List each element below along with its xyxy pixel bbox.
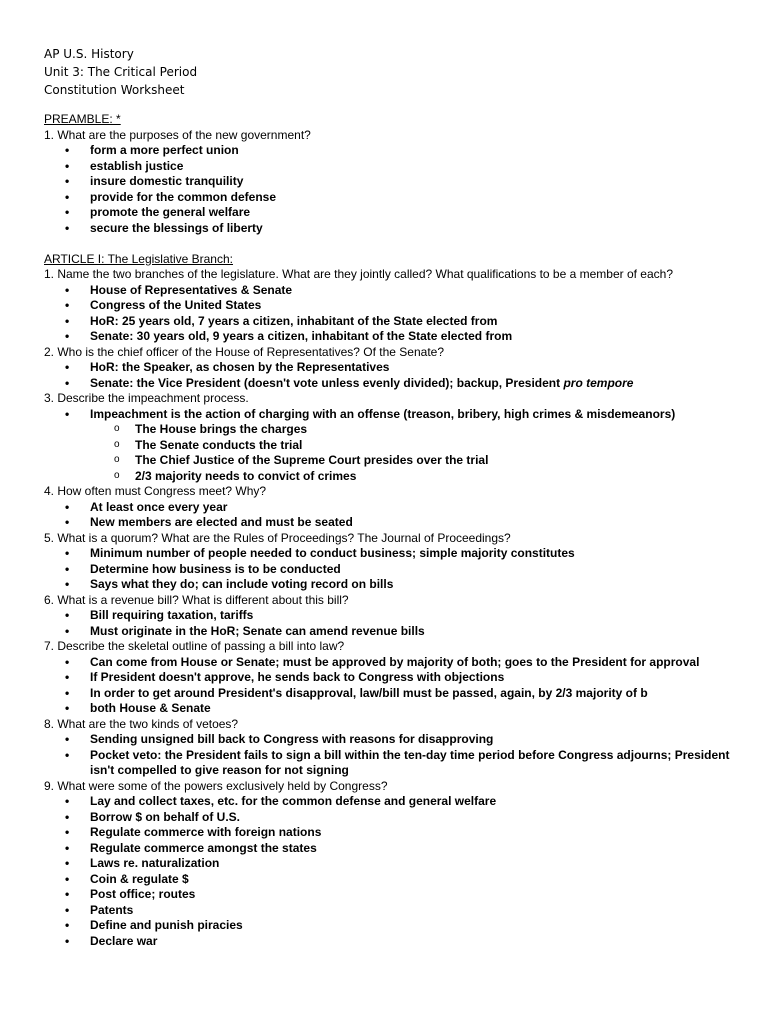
answer-item: • establish justice xyxy=(44,159,754,175)
document-header xyxy=(44,45,197,99)
unit-title: Unit 3: The Critical Period xyxy=(44,65,198,79)
answer-item: • If President doesn't approve, he sends back to Congress with objections xyxy=(44,670,754,686)
question: 1. Name the two branches of the legislature. What are they jointly called? What qualifications to be a member of each? xyxy=(44,267,674,281)
answer-item: • Post office; routes xyxy=(44,887,754,903)
answer-item: • insure domestic tranquility xyxy=(44,174,754,190)
answer-item: • Define and punish piracies xyxy=(44,918,754,934)
answer-item: • secure the blessings of liberty xyxy=(44,221,754,237)
answer-item: • Congress of the United States xyxy=(44,298,754,314)
answer-text: Senate: the Vice President (doesn't vote unless evenly divided); backup, President xyxy=(90,375,561,390)
article-heading: ARTICLE I: The Legislative Branch: xyxy=(44,251,233,266)
answer-item: • Lay and collect taxes, etc. for the common defense and general welfare xyxy=(44,794,754,810)
answer-item: • House of Representatives & Senate xyxy=(44,283,754,299)
answer-item: • Can come from House or Senate; must be approved by majority of both; goes to the President for approval xyxy=(44,655,754,671)
answer-item: • Minimum number of people needed to conduct business; simple majority constitutes xyxy=(44,546,754,562)
answer-item: • form a more perfect union xyxy=(44,143,754,159)
answer-item: • Coin & regulate $ xyxy=(44,872,754,888)
answer-item xyxy=(44,376,754,392)
answer-item: • Regulate commerce amongst the states xyxy=(44,841,754,857)
answer-item: • Bill requiring taxation, tariffs xyxy=(44,608,754,624)
answer-item: • HoR: the Speaker, as chosen by the Representatives xyxy=(44,360,754,376)
question: 9. What were some of the powers exclusively held by Congress? xyxy=(44,778,388,793)
spacer xyxy=(44,236,754,252)
question: 6. What is a revenue bill? What is different about this bill? xyxy=(44,592,349,607)
answer-item: • provide for the common defense xyxy=(44,190,754,206)
answer-item: • promote the general welfare xyxy=(44,205,754,221)
question: 1. What are the purposes of the new government? xyxy=(44,127,311,142)
preamble-heading: PREAMBLE: * xyxy=(44,112,121,126)
answer-item: • Patents xyxy=(44,903,754,919)
answer-item: • Determine how business is to be conducted xyxy=(44,562,754,578)
answer-item: • Pocket veto: the President fails to sign a bill within the ten-day time period before Congress adjourns; President isn't compelled to give reason for not signing xyxy=(44,748,754,779)
question: 7. Describe the skeletal outline of passing a bill into law? xyxy=(44,639,345,653)
worksheet-title: Constitution Worksheet xyxy=(44,83,185,97)
sub-answer-item: o 2/3 majority needs to convict of crimes xyxy=(44,469,754,485)
worksheet-body xyxy=(44,112,754,949)
answer-item: • Declare war xyxy=(44,934,754,950)
answer-item: • Must originate in the HoR; Senate can amend revenue bills xyxy=(44,624,754,640)
answer-item: • At least once every year xyxy=(44,500,754,516)
answer-item: • both House & Senate xyxy=(44,701,754,717)
answer-item: • Regulate commerce with foreign nations xyxy=(44,825,754,841)
answer-item: • Says what they do; can include voting record on bills xyxy=(44,577,754,593)
answer-item: • Laws re. naturalization xyxy=(44,856,754,872)
answer-item: • HoR: 25 years old, 7 years a citizen, inhabitant of the State elected from xyxy=(44,314,754,330)
italic-term: pro tempore xyxy=(563,375,634,390)
answer-item: • Sending unsigned bill back to Congress with reasons for disapproving xyxy=(44,732,754,748)
answer-item: • In order to get around President's disapproval, law/bill must be passed, again, by 2/3 majority of b xyxy=(44,686,754,702)
answer-item: • Impeachment is the action of charging with an offense (treason, bribery, high crimes & misdemeanors) xyxy=(44,407,754,423)
sub-answer-item: o The House brings the charges xyxy=(44,422,754,438)
sub-answer-item: o The Chief Justice of the Supreme Court presides over the trial xyxy=(44,453,754,469)
answer-item: • New members are elected and must be seated xyxy=(44,515,754,531)
question: 5. What is a quorum? What are the Rules of Proceedings? The Journal of Proceedings? xyxy=(44,530,511,545)
answer-item: • Senate: 30 years old, 9 years a citizen, inhabitant of the State elected from xyxy=(44,329,754,345)
question: 2. Who is the chief officer of the House of Representatives? Of the Senate? xyxy=(44,344,445,359)
question: 8. What are the two kinds of vetoes? xyxy=(44,716,239,731)
question: 3. Describe the impeachment process. xyxy=(44,391,249,405)
course-title: AP U.S. History xyxy=(44,47,134,61)
answer-item: • Borrow $ on behalf of U.S. xyxy=(44,810,754,826)
sub-answer-item: o The Senate conducts the trial xyxy=(44,438,754,454)
question: 4. How often must Congress meet? Why? xyxy=(44,484,267,498)
